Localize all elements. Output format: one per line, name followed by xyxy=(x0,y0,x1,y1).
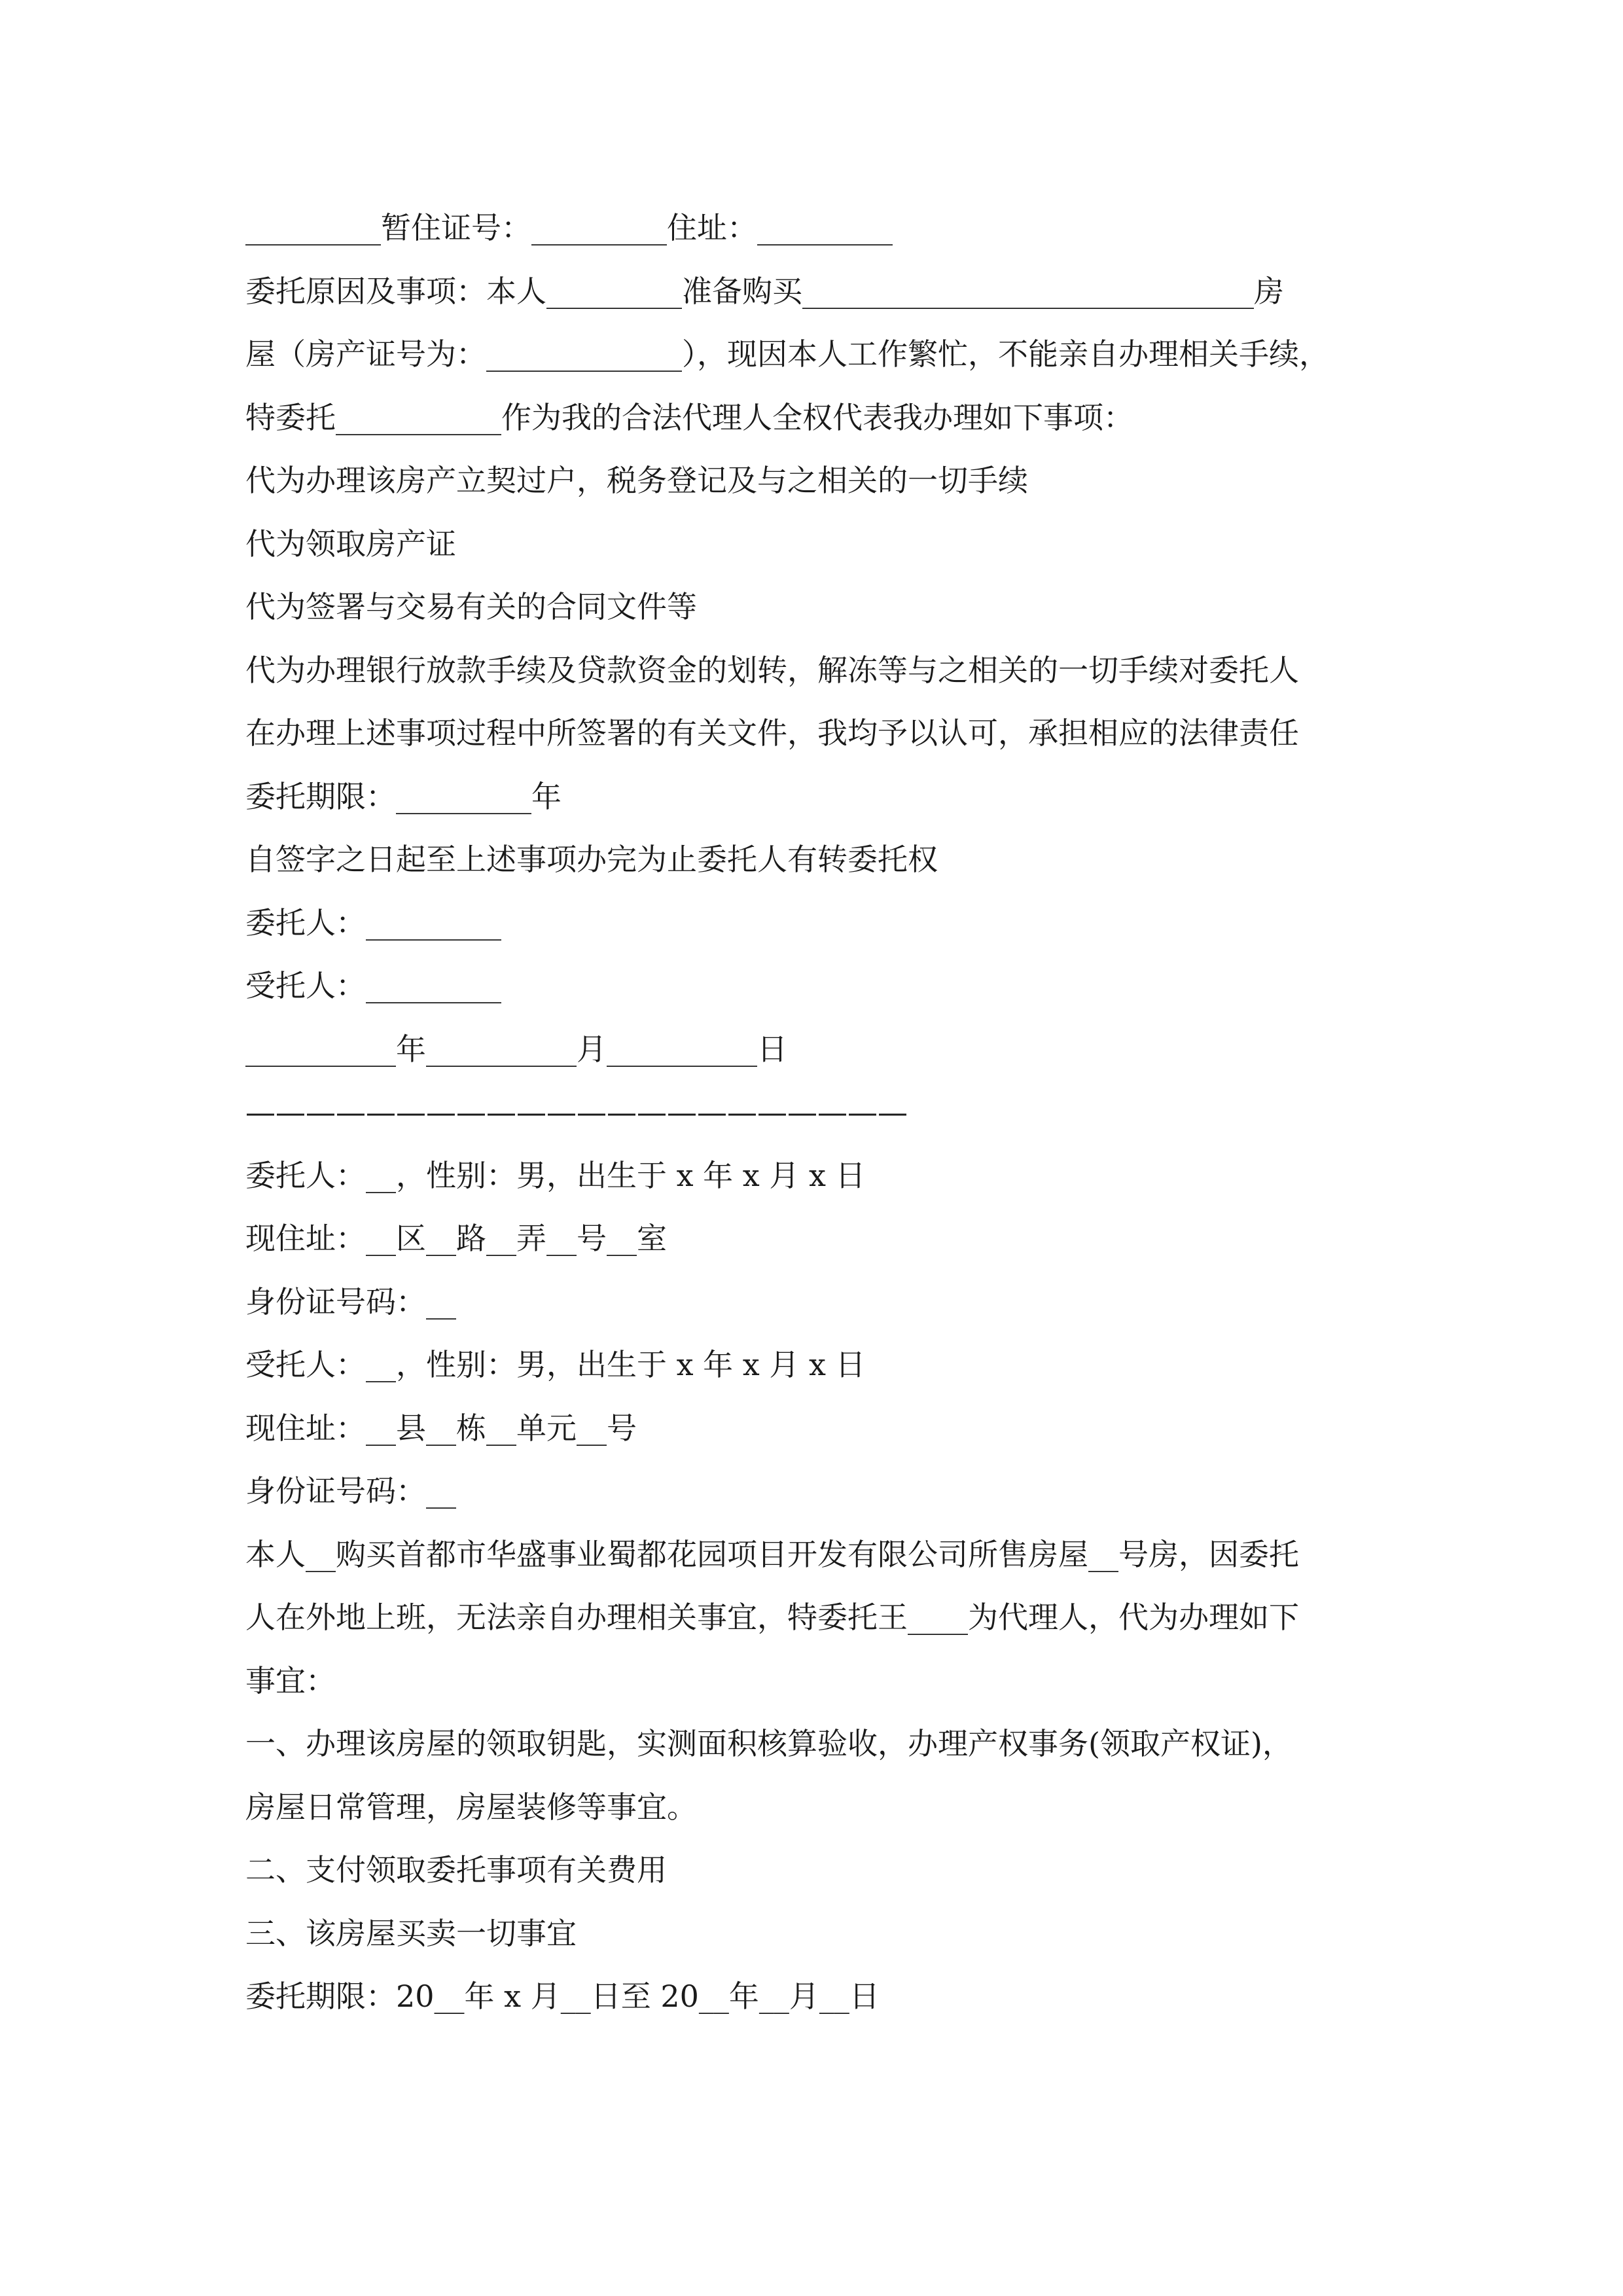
line-acknowledge: 在办理上述事项过程中所签署的有关文件，我均予以认可，承担相应的法律责任 xyxy=(245,715,1299,751)
line-principal-signature: 委托人：_________ xyxy=(245,905,501,941)
line-agent-info: 受托人：__，性别：男，出生于 x 年 x 月 x 日 xyxy=(245,1347,866,1382)
line-term-dates: 委托期限：20__年 x 月__日至 20__年__月__日 xyxy=(245,1979,880,2014)
line-agent-id: 身份证号码：__ xyxy=(245,1473,456,1509)
document-body xyxy=(245,196,1443,2028)
line-matter-one: 一、办理该房屋的领取钥匙，实测面积核算验收，办理产权事务(领取产权证)， xyxy=(245,1726,1293,1761)
line-principal-id: 身份证号码：__ xyxy=(245,1283,456,1319)
line-item-transfer: 代为办理该房产立契过户，税务登记及与之相关的一切手续 xyxy=(245,463,1028,498)
line-id-address-blanks: _________暂住证号：_________住址：_________ xyxy=(245,210,893,245)
line-item-collect-cert: 代为领取房产证 xyxy=(245,526,456,562)
line-matter-two: 二、支付领取委托事项有关费用 xyxy=(245,1852,667,1888)
line-entrust-reason: 委托原因及事项：本人_________准备购买______________________________房 xyxy=(245,273,1284,309)
line-appoint-agent: 特委托___________作为我的合法代理人全权代表我办理如下事项： xyxy=(245,399,1133,435)
line-agent-signature: 受托人：_________ xyxy=(245,968,501,1003)
line-agent-address: 现住址：__县__栋__单元__号 xyxy=(245,1410,637,1446)
line-item-bank-loan: 代为办理银行放款手续及贷款资金的划转，解冻等与之相关的一切手续对委托人 xyxy=(245,652,1299,688)
line-property-cert: 屋（房产证号为：_____________），现因本人工作繁忙，不能亲自办理相关手续， xyxy=(245,336,1329,372)
line-purchase-statement-cont: 人在外地上班，无法亲自办理相关事宜，特委托王____为代理人，代为办理如下 xyxy=(245,1600,1299,1635)
section-divider: —————————————————————— xyxy=(245,1094,908,1130)
line-principal-info: 委托人：__，性别：男，出生于 x 年 x 月 x 日 xyxy=(245,1157,866,1193)
line-term-scope: 自签字之日起至上述事项办完为止委托人有转委托权 xyxy=(245,842,938,877)
line-date-blanks: __________年__________月__________日 xyxy=(245,1031,787,1067)
line-principal-address: 现住址：__区__路__弄__号__室 xyxy=(245,1221,667,1256)
line-matter-one-cont: 房屋日常管理，房屋装修等事宜。 xyxy=(245,1789,697,1825)
line-purchase-statement: 本人__购买首都市华盛事业蜀都花园项目开发有限公司所售房屋__号房，因委托 xyxy=(245,1536,1299,1572)
line-term-years: 委托期限：_________年 xyxy=(245,778,562,814)
line-matters-heading: 事宜： xyxy=(245,1662,336,1698)
line-matter-three: 三、该房屋买卖一切事宜 xyxy=(245,1915,577,1951)
line-item-sign-contracts: 代为签署与交易有关的合同文件等 xyxy=(245,589,697,624)
